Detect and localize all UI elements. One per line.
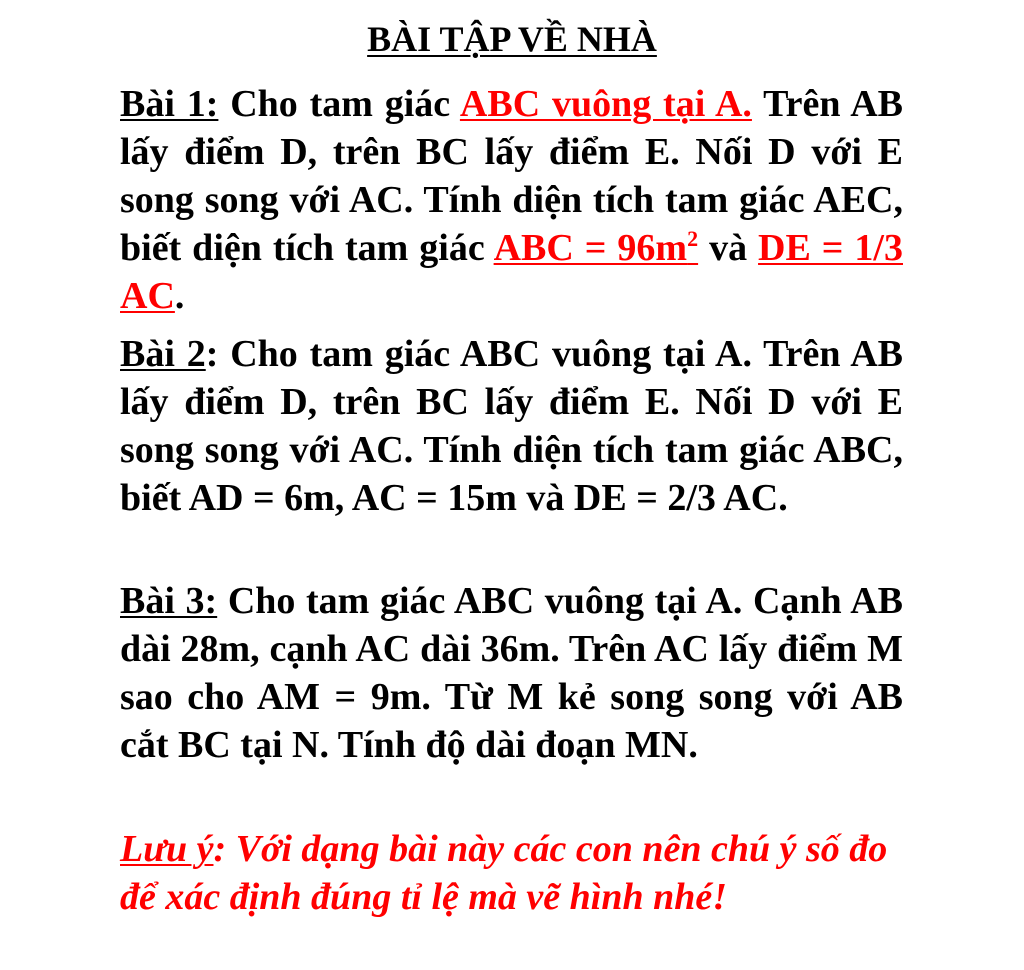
note-label: Lưu ý xyxy=(120,828,214,870)
exercise-1-text-1: Cho tam giác xyxy=(218,83,460,125)
exercise-1-area-value: ABC = 96m xyxy=(493,227,688,269)
exercise-3-text: Cho tam giác ABC vuông tại A. Cạnh AB dài 28m, cạnh AC dài 36m. Trên AC lấy điểm M sao cho AM = 9m. Từ M kẻ song song với AB cắt BC tại N. Tính độ dài đoạn MN. xyxy=(120,580,903,766)
exercise-1-highlight-ratio: DE = 1/3 AC xyxy=(120,227,903,317)
exercise-1-highlight-area xyxy=(494,227,698,269)
page-title: BÀI TẬP VỀ NHÀ xyxy=(367,19,657,59)
exercise-1-area-exponent: 2 xyxy=(687,226,699,251)
exercise-3-label: Bài 3: xyxy=(120,580,218,622)
exercise-3 xyxy=(120,577,903,769)
note xyxy=(120,825,910,921)
exercise-1-text-4: . xyxy=(174,275,185,317)
exercise-1-highlight-right-triangle: ABC vuông tại A. xyxy=(459,83,752,125)
exercise-1-text-3: và xyxy=(698,227,759,269)
exercise-1 xyxy=(120,80,903,320)
exercise-1-text-2: Trên AB lấy điểm D, trên BC lấy điểm E. Nối D với E song song với AC. Tính diện tích tam giác AEC, biết diện tích tam giác xyxy=(120,83,903,269)
note-text: : Với dạng bài này các con nên chú ý số đo để xác định đúng tỉ lệ mà vẽ hình nhé! xyxy=(120,828,888,918)
exercise-2-text: : Cho tam giác ABC vuông tại A. Trên AB lấy điểm D, trên BC lấy điểm E. Nối D với E song song với AC. Tính diện tích tam giác ABC, biết AD = 6m, AC = 15m và DE = 2/3 AC. xyxy=(120,333,903,519)
exercise-2-label: Bài 2 xyxy=(120,333,206,375)
exercise-1-label: Bài 1: xyxy=(120,83,219,125)
exercise-2 xyxy=(120,330,903,522)
